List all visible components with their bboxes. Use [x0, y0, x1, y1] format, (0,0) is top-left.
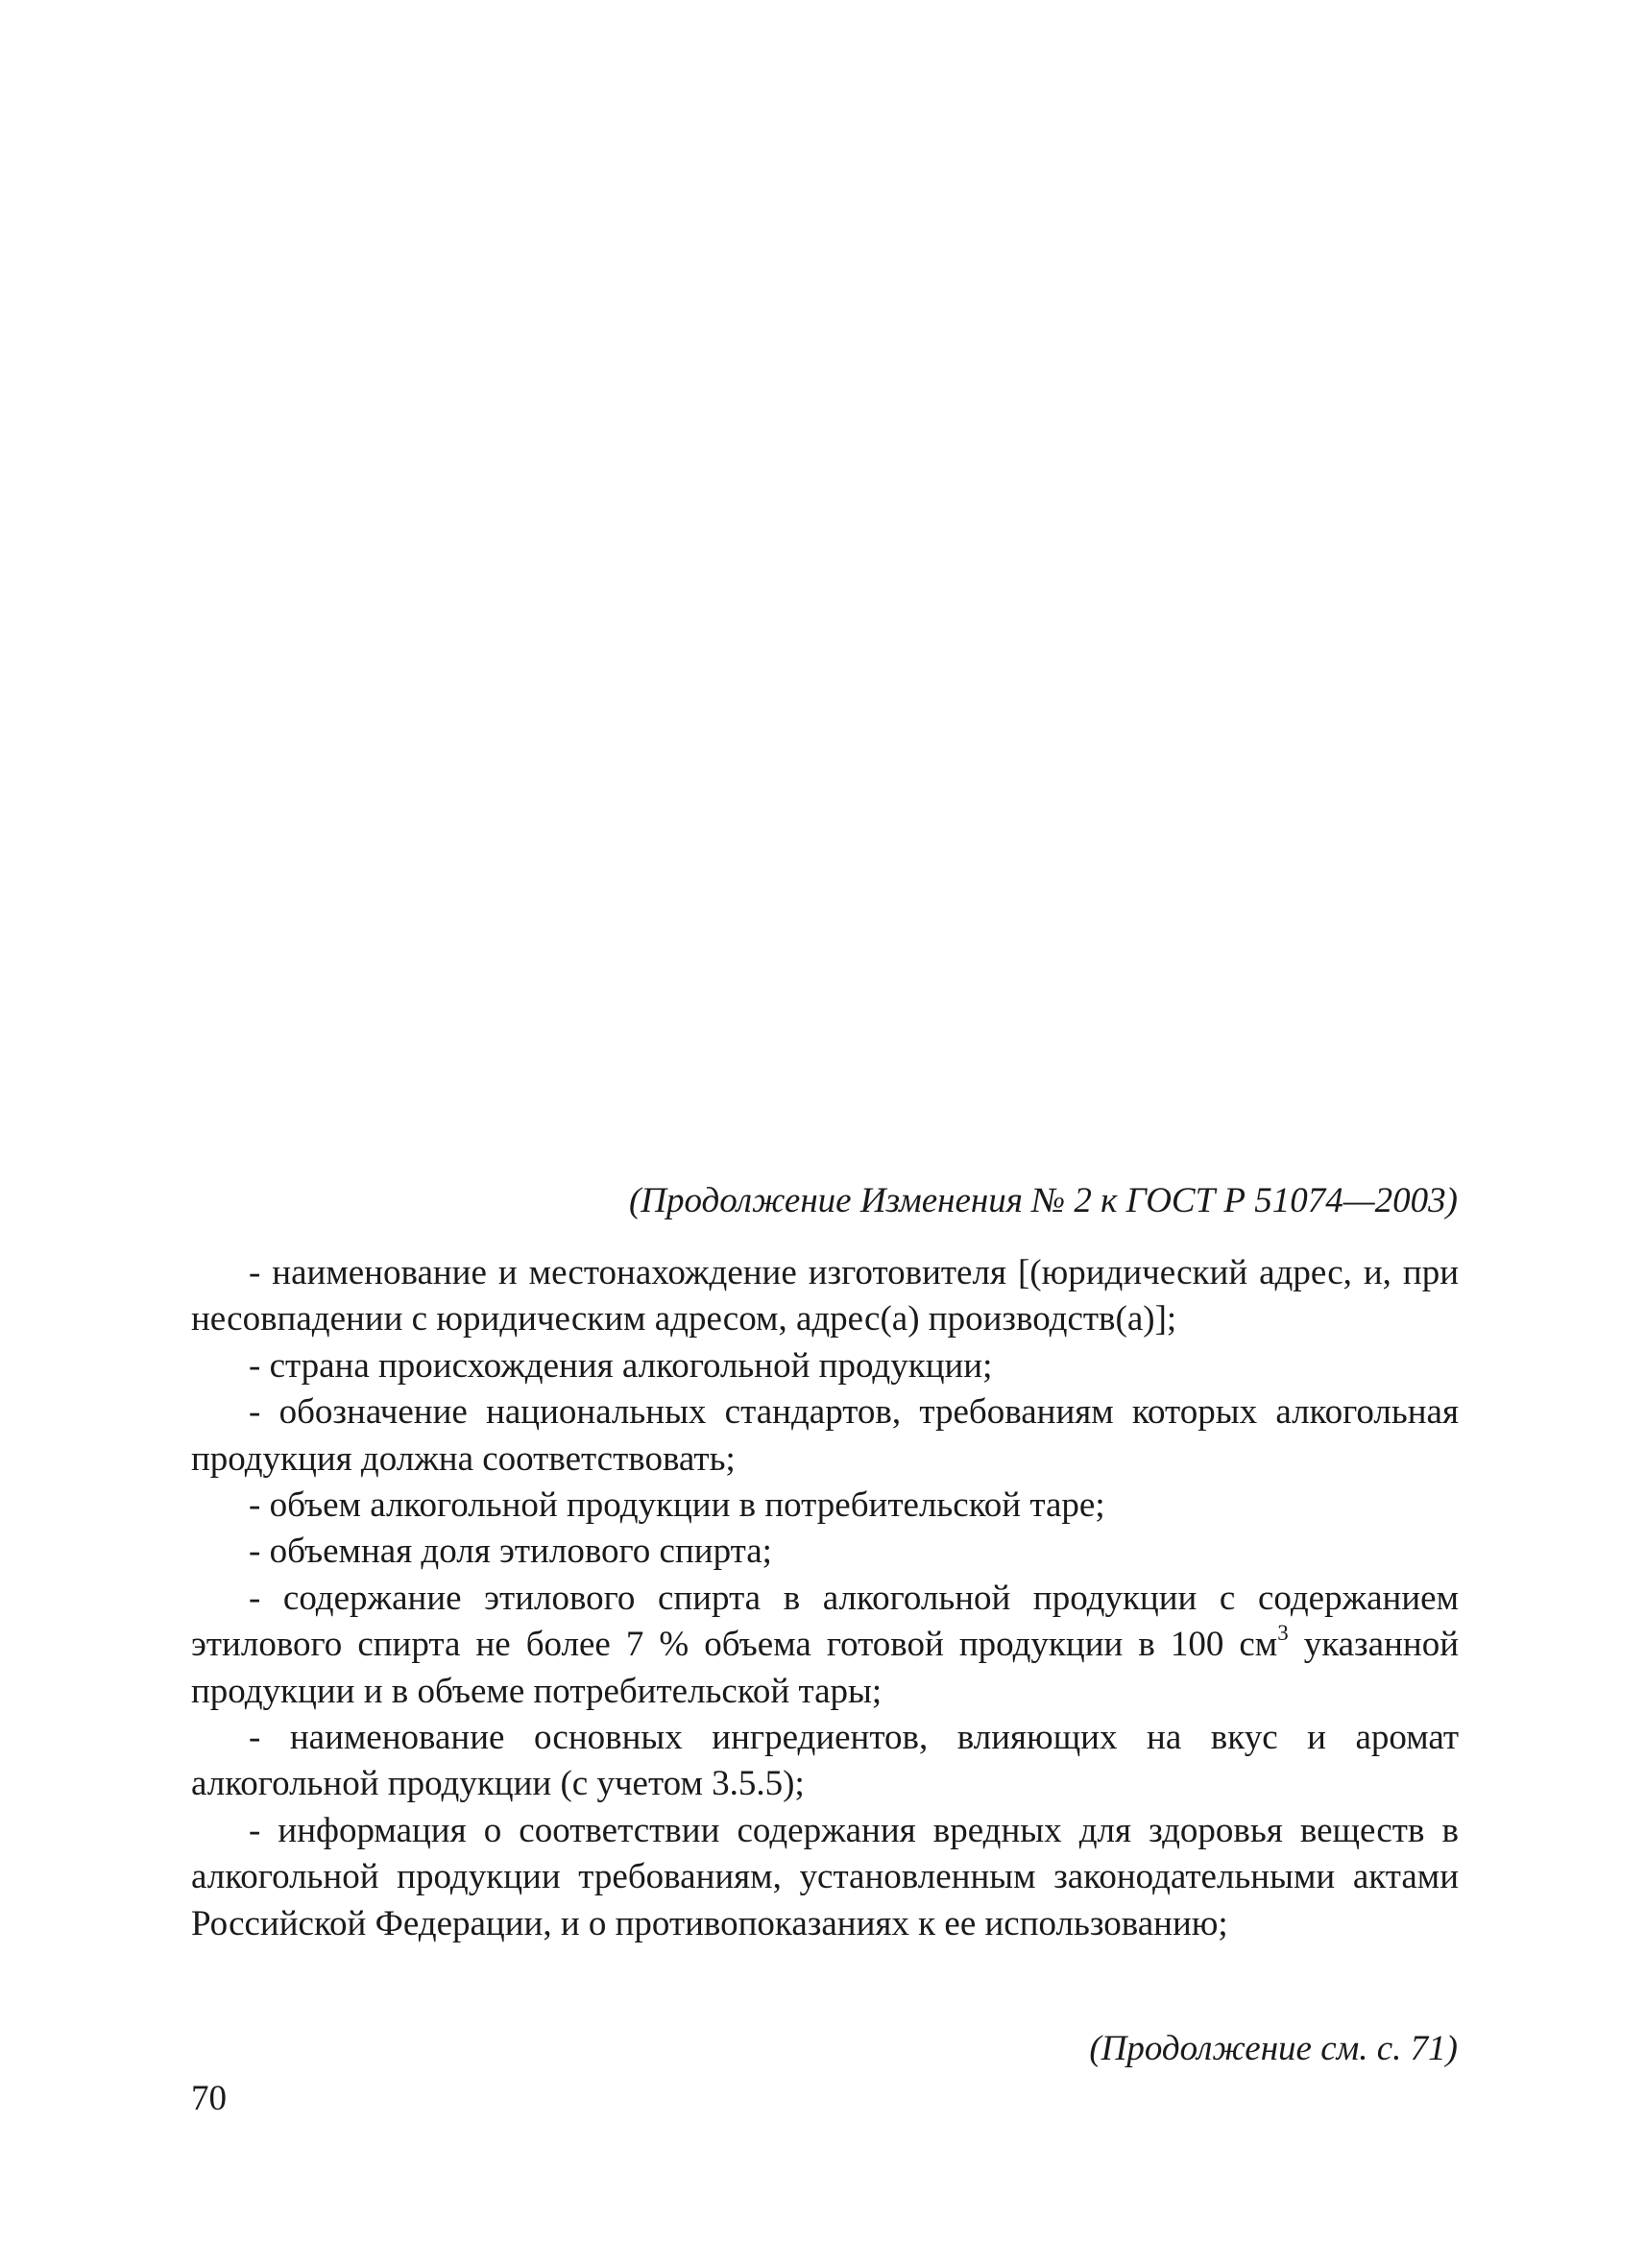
list-item-text: - содержание этилового спирта в алкогольной продукции с содержанием этилового спирта не более 7 % объема готовой продукции в 100 см: [191, 1578, 1459, 1665]
continuation-note: (Продолжение см. с. 71): [1089, 2029, 1458, 2068]
list-item: - информация о соответствии содержания вредных для здоровья веществ в алкогольной продукции требованиям, установленным законодательными актами Российской Федерации, и о противопоказаниях к ее использованию;: [191, 1810, 1459, 1943]
list-item: - страна происхождения алкогольной продукции;: [249, 1345, 993, 1386]
list-item: - наименование основных ингредиентов, влияющих на вкус и аромат алкогольной продукции (с учетом 3.5.5);: [191, 1718, 1459, 1804]
list-item: - обозначение национальных стандартов, требованиям которых алкогольная продукция должна соответствовать;: [191, 1392, 1459, 1479]
list-item-text: указанной продукции и в объеме потребительской тары;: [191, 1625, 1460, 1711]
list-item: - объемная доля этилового спирта;: [249, 1532, 772, 1572]
list-item: - наименование и местонахождение изготовителя [(юридический адрес, и, при несовпадении с юридическим адресом, адрес(а) производств(а)];: [191, 1253, 1459, 1339]
page-number: 70: [191, 2079, 227, 2118]
list-item: - объем алкогольной продукции в потребительской таре;: [249, 1485, 1105, 1526]
page-header: (Продолжение Изменения № 2 к ГОСТ Р 51074—2003): [628, 1181, 1458, 1220]
list-item: [191, 1576, 1459, 1715]
unit-superscript: 3: [1277, 1621, 1289, 1646]
requirements-list: [191, 1250, 1459, 1947]
